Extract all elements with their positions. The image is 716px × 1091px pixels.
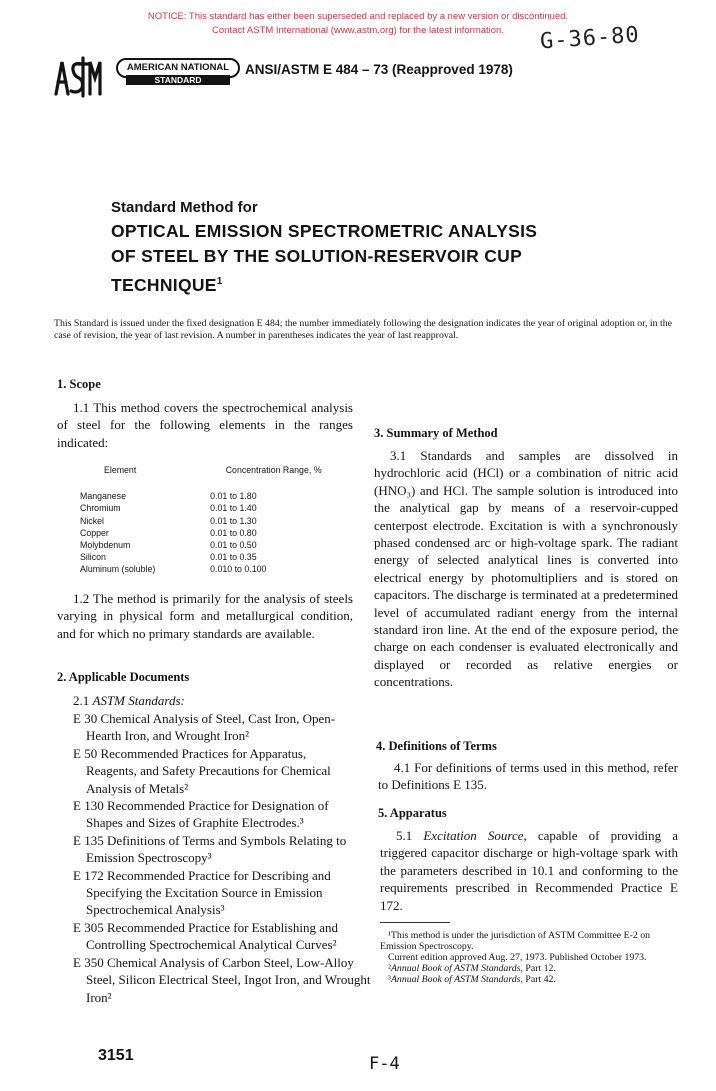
notice-line-2: Contact ASTM International (www.astm.org) for the latest information. <box>212 25 504 36</box>
table-header <box>80 464 352 476</box>
list-item: E 50 Recommended Practices for Apparatus, Reagents, and Safety Precautions for Chemical Analysis of Metals² <box>73 745 331 796</box>
list-item: E 350 Chemical Analysis of Carbon Steel, Low-Alloy Steel, Silicon Electrical Steel, Ingot Iron, and Wrought Iron² <box>73 954 371 1005</box>
definitions-heading: 4. Definitions of Terms <box>376 739 497 753</box>
title-line-1: OPTICAL EMISSION SPECTROMETRIC ANALYSIS <box>111 221 538 241</box>
ansi-badge <box>116 58 238 84</box>
footnote-rule <box>380 922 450 923</box>
table-row: Aluminum (soluble) 0.010 to 0.100 <box>80 564 267 575</box>
astm-logo-icon <box>52 54 102 98</box>
footnote-1: ¹This method is under the jurisdiction of ASTM Committee E-2 on Emission Spectroscopy. <box>380 930 650 952</box>
scope-p2: 1.2 The method is primarily for the analysis of steels varying in physical form and metallurgical condition, and for which no primary standards are available. <box>57 591 353 641</box>
table-row: Copper 0.01 to 0.80 <box>80 527 257 538</box>
ansi-badge-bottom: STANDARD <box>126 75 230 85</box>
astm-standards-subheading: 2.1 ASTM Standards: <box>73 693 185 708</box>
element-range-table <box>80 464 352 576</box>
title-line-3: TECHNIQUE$^1$ <box>111 274 223 295</box>
issue-statement: This Standard is issued under the fixed designation E 484; the number immediately following the designation indicates the year of original adoption or, in the case of revision, the year of last revision. A number in parentheses indicates the year of last reapproval. <box>54 318 672 341</box>
list-item: E 135 Definitions of Terms and Symbols Relating to Emission Spectroscopy³ <box>73 832 347 866</box>
ansi-badge-top: AMERICAN NATIONAL <box>116 58 240 78</box>
scope-heading: 1. Scope <box>57 377 101 391</box>
summary-heading: 3. Summary of Method <box>374 426 498 440</box>
table-row: Molybdenum 0.01 to 0.50 <box>80 540 257 551</box>
page-number: 3151 <box>98 1047 134 1064</box>
table-row: Nickel 0.01 to 1.30 <box>80 515 257 526</box>
footnote-1b: Current edition approved Aug. 27, 1973. Published October 1973. <box>388 952 647 963</box>
table-row: Silicon 0.01 to 0.35 <box>80 552 257 563</box>
list-item: E 130 Recommended Practice for Designation of Shapes and Sizes of Graphite Electrodes.³ <box>73 798 329 831</box>
table-header-range: Concentration Range, % <box>225 465 322 475</box>
notice-line-1: NOTICE: This standard has either been superseded and replaced by a new version or discontinued. <box>147 11 569 22</box>
reference-list <box>73 710 371 1006</box>
summary-p1: 3.1 Standards and samples are dissolved in hydrochloric acid (HCl) or a combination of nitric acid (HNO₃) and HCl. The sample solution is introduced into the analytical gap by means of a reservoir-cupped centerpost electrode. Excitation is with a synchronously phased condensed arc or high-voltage spark. The radiant energy of selected analytical lines is converted into electrical energy by photomultipliers and is stored on capacitors. The discharge is terminated at a predetermined level of accumulated radiant energy from the internal standard iron line. At the end of the exposure period, the charge on each condenser is evaluated electronically and displayed or recorded as relative energies or concentrations. <box>374 448 678 690</box>
handwritten-note: G-36-80 <box>539 22 641 55</box>
designation: ANSI/ASTM E 484 – 73 (Reapproved 1978) <box>245 62 513 77</box>
table-header-element: Element <box>104 465 137 475</box>
footnotes <box>380 930 680 985</box>
applicable-heading: 2. Applicable Documents <box>57 670 190 684</box>
apparatus-heading: 5. Apparatus <box>378 806 447 820</box>
scope-p1: 1.1 This method covers the spectrochemical analysis of steel for the following elements in the ranges indicated: <box>57 400 353 450</box>
table-row: Chromium 0.01 to 1.40 <box>80 503 257 514</box>
list-item: E 305 Recommended Practice for Establishing and Controlling Spectrochemical Analytical Curves² <box>73 919 338 953</box>
title-footnote-mark: 1 <box>216 276 223 287</box>
definitions-p1: 4.1 For definitions of terms used in this method, refer to Definitions E 135. <box>378 760 678 793</box>
footnote-2: ²Annual Book of ASTM Standards, Part 12. <box>388 963 556 974</box>
page-title <box>111 219 631 298</box>
title-line-2: OF STEEL BY THE SOLUTION-RESERVOIR CUP <box>111 246 523 266</box>
list-item: E 172 Recommended Practice for Describing and Specifying the Excitation Source in Emission Spectrochemical Analysis³ <box>73 867 331 918</box>
apparatus-p1: 5.1 Excitation Source, capable of providing a triggered capacitor discharge or high-voltage spark with the parameters described in 10.1 and conforming to the requirements prescribed in Recommended Practice E 172. <box>380 828 679 913</box>
list-item: E 30 Chemical Analysis of Steel, Cast Iron, Open-Hearth Iron, and Wrought Iron² <box>73 711 336 744</box>
footnote-3: ³Annual Book of ASTM Standards, Part 42. <box>388 974 556 985</box>
table-row: Manganese 0.01 to 1.80 <box>80 491 257 502</box>
page-code: F-4 <box>369 1054 400 1074</box>
title-prefix: Standard Method for <box>111 199 258 216</box>
